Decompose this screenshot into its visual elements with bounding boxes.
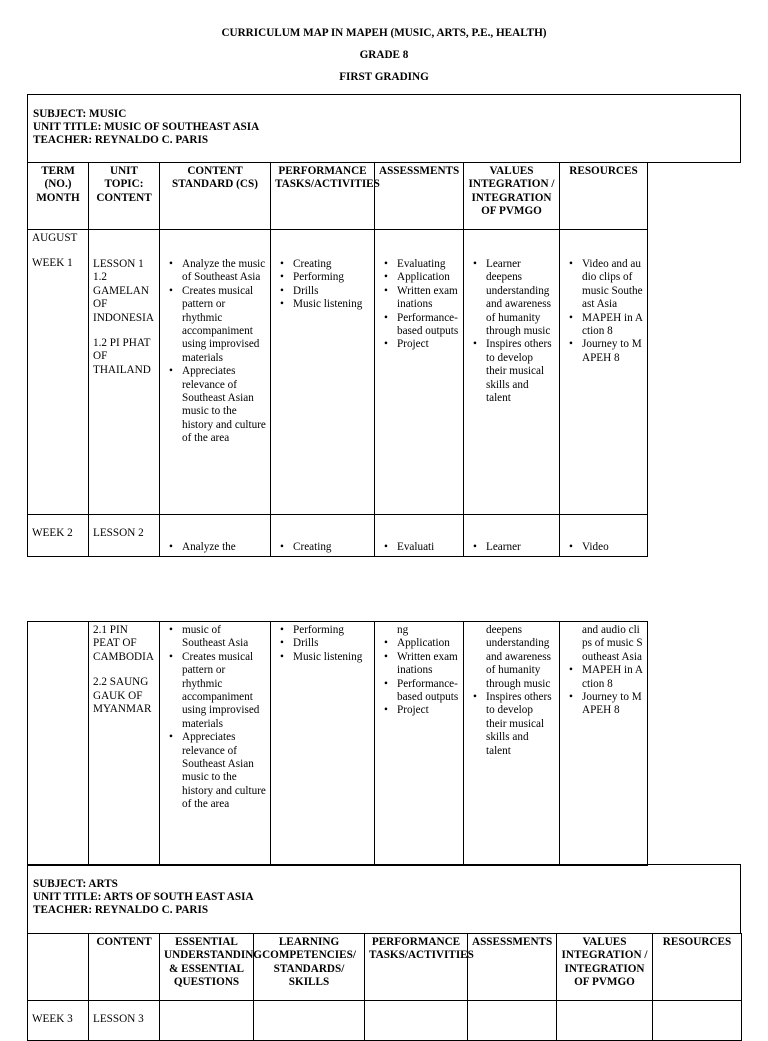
list-item: • Written examinations (397, 285, 459, 312)
list-item: • Project (397, 704, 459, 717)
week-label: WEEK 2 (32, 527, 73, 539)
topic-label: 2.2 SAUNG GAUK OF MYANMAR (93, 676, 152, 716)
list-item: • Creates musical pattern or rhythmic accompaniment using improvised materials (182, 651, 266, 731)
list-item: • Appreciates relevance of Southeast Asian music to the history and culture of the area (182, 731, 266, 811)
list-item: • Creates musical pattern or rhythmic accompaniment using improvised materials (182, 285, 266, 365)
music-unit-title: UNIT TITLE: MUSIC OF SOUTHEAST ASIA (33, 121, 260, 134)
list-item: • Drills (293, 285, 370, 298)
grading-label: FIRST GRADING (339, 71, 429, 83)
table-row (28, 230, 648, 515)
arts-table-header-row (28, 934, 742, 1001)
week-label: WEEK 3 (32, 1013, 73, 1025)
col-assessments: ASSESSMENTS (468, 934, 557, 1001)
table-row (28, 1001, 742, 1041)
list-item: • Performing (293, 624, 370, 637)
music-table-continued (27, 621, 648, 866)
topic-label: 2.1 PIN PEAT OF CAMBODIA (93, 624, 154, 663)
col-assessments: ASSESSMENTS (375, 163, 464, 230)
page-title: CURRICULUM MAP IN MAPEH (MUSIC, ARTS, P.E., HEALTH) (221, 27, 547, 39)
col-values-integration: VALUES INTEGRATION / INTEGRATION OF PVMGO (557, 934, 653, 1001)
table-row: 2.1 PIN PEAT OF CAMBODIA 2.2 SAUNG GAUK OF MYANMAR • music of Southeast Asia • Creates musical pattern or rhythmic accompaniment using improvised materials • Appreciates relevance of Southeast Asian music to the history and culture of the area • Performing • Drills • Music listening ng • Application • Written examinations • Performance-based outputs • Project deepens understanding and awareness of humanity through music • Inspires others to develop their musical skills and talent and audio clips of music Southeast Asia • MAPEH in Action 8 • Journey to MAPEH 8 (28, 622, 648, 866)
list-item: • Analyze the music of Southeast Asia (182, 258, 266, 285)
lesson-label: LESSON 2 (93, 527, 144, 539)
list-item: • Journey to MAPEH 8 (582, 338, 643, 365)
music-table-header-row (28, 163, 648, 230)
topic-label: 1.2 GAMELAN OF INDONESIA (93, 271, 154, 324)
list-item: • Performance-based outputs (397, 678, 459, 705)
col-resources: RESOURCES (653, 934, 742, 1001)
col-learning-competencies: LEARNING COMPETENCIES/ STANDARDS/ SKILLS (254, 934, 365, 1001)
week-label: WEEK 1 (32, 257, 73, 270)
arts-table (27, 933, 742, 1041)
music-subject: SUBJECT: MUSIC (33, 108, 127, 120)
list-item: • Video and audio clips of music Southeast Asia (582, 258, 643, 312)
col-content-standard: CONTENT STANDARD (CS) (160, 163, 271, 230)
arts-teacher: TEACHER: REYNALDO C. PARIS (33, 904, 209, 917)
list-item: • Application (397, 271, 459, 284)
list-item: • Project (397, 338, 459, 351)
grade-label: GRADE 8 (359, 49, 409, 61)
topic-label: 1.2 PI PHAT OF THAILAND (93, 337, 151, 376)
music-table (27, 162, 648, 557)
music-teacher: TEACHER: REYNALDO C. PARIS (33, 134, 209, 147)
list-item: • Inspires others to develop their musical skills and talent (486, 338, 555, 405)
col-performance-tasks: PERFORMANCE TASKS/ACTIVITIES (365, 934, 468, 1001)
col-blank (28, 934, 89, 1001)
lesson-label: LESSON 1 (93, 258, 144, 270)
music-info-box (27, 94, 741, 163)
list-item: • Application (397, 637, 459, 650)
list-item: • Learner deepens understanding and awareness of humanity through music (486, 258, 555, 338)
col-content: CONTENT (89, 934, 160, 1001)
list-item: • Drills (293, 637, 370, 650)
arts-info-box (27, 864, 741, 934)
col-essential-understanding: ESSENTIAL UNDERSTANDING & ESSENTIAL QUESTIONS (160, 934, 254, 1001)
arts-subject: SUBJECT: ARTS (33, 878, 118, 890)
term-month: AUGUST (32, 232, 78, 244)
list-item: • Evaluating (397, 258, 459, 271)
table-row: WEEK 2 LESSON 2 • Analyze the • Creating • Evaluati • Learner • Video (28, 515, 648, 557)
lesson-label: LESSON 3 (93, 1013, 144, 1025)
list-item: • Creating (293, 258, 370, 271)
list-item: • Appreciates relevance of Southeast Asian music to the history and culture of the area (182, 365, 266, 445)
list-item: • Inspires others to develop their musical skills and talent (486, 691, 555, 758)
list-item: • Written examinations (397, 651, 459, 678)
arts-unit-title: UNIT TITLE: ARTS OF SOUTH EAST ASIA (33, 891, 254, 904)
list-item: • Music listening (293, 298, 370, 311)
col-values-integration: VALUES INTEGRATION / INTEGRATION OF PVMGO (464, 163, 560, 230)
col-performance-tasks: PERFORMANCE TASKS/ACTIVITIES (271, 163, 375, 230)
col-unit-topic: UNIT TOPIC: CONTENT (89, 163, 160, 230)
col-term: TERM (NO.) MONTH (28, 163, 89, 230)
list-item: • MAPEH in Action 8 (582, 312, 643, 339)
col-resources: RESOURCES (560, 163, 648, 230)
list-item: • Journey to MAPEH 8 (582, 691, 643, 718)
list-item: • MAPEH in Action 8 (582, 664, 643, 691)
list-item: • Performing (293, 271, 370, 284)
list-item: • Music listening (293, 651, 370, 664)
list-item: • Performance-based outputs (397, 312, 459, 339)
